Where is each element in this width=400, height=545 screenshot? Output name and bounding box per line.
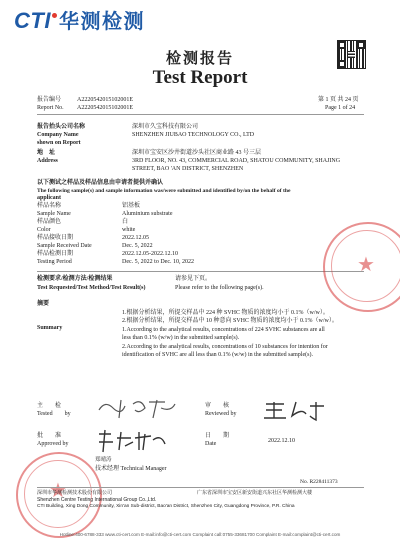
summary-en-2b: identification of SVHC are all less than 0.1% (w/w) in the submitted sample(s).: [122, 352, 313, 358]
summary-cn-1: 1.根据分析结果，所提交样品中 224 种 SVHC 物质的浓度均小于 0.1%（w/w）。: [122, 310, 329, 316]
manager-name: 郑晴涛: [95, 457, 112, 463]
sample-row-label: 样品检测日期: [37, 251, 74, 257]
footer-divider: [37, 487, 364, 488]
sample-row-value: Dec. 5, 2022 to Dec. 10, 2022: [122, 259, 194, 265]
manager-title: 技术经理 Technical Manager: [95, 466, 167, 472]
sample-row-value: 铝基板: [122, 203, 141, 209]
sample-row-value: white: [122, 227, 136, 233]
page-en: Page 1 of 24: [325, 104, 356, 111]
address-en-value-1: 3RD FLOOR, NO. 43, COMMERCIAL ROAD, SHATOU COMMUNITY, SHAJING: [132, 158, 341, 164]
date-value: 2022.12.10: [268, 438, 295, 444]
divider-top: [37, 114, 364, 115]
sample-row-label: Color: [37, 227, 51, 233]
reviewed-by-en: Reviewed by: [205, 411, 237, 417]
tested-signature: [95, 396, 180, 422]
approved-signature: [95, 428, 170, 454]
footer-address-cn: 广东省深圳市宝安区新安街道兴东社区华测检测大楼: [197, 490, 313, 496]
company-cn-value: 深圳市久宝科技有限公司: [132, 124, 199, 130]
approved-by-cn: 批 准: [37, 433, 62, 439]
sample-intro-en-2: applicant: [37, 195, 62, 201]
summary-cn-label: 摘要: [37, 301, 50, 307]
sample-row-label: 样品名称: [37, 203, 62, 209]
tested-by-cn: 主 检: [37, 403, 62, 409]
title-cn: 检测报告: [165, 51, 234, 67]
summary-en-1a: 1.According to the analytical results, concentrations of 224 SVHC substances are all: [122, 327, 325, 333]
company-en-label: Company Name: [37, 132, 79, 138]
reviewed-signature: [262, 398, 332, 422]
page-cn: 第 1 页 共 24 页: [318, 97, 359, 103]
cti-logo: [14, 9, 145, 34]
logo-dot: [52, 13, 57, 18]
address-cn-value: 深圳市宝安区沙井街道沙头社区商业路 43 号三层: [132, 150, 262, 156]
report-no-cn-value: A2220542015102001E: [77, 97, 133, 103]
logo-cn-text: 华测检测: [58, 11, 145, 33]
test-request-cn-value: 请参见下页。: [175, 276, 212, 282]
footer-contacts: Hotline:400-6788-333 www.cti-cert.com E-mail:info@cti-cert.com Complaint call:0755-33681700 Complaint E-mail:complaint@cti-cert.com: [59, 532, 341, 537]
report-no-en-label: Report No.: [37, 104, 64, 111]
reviewed-by-cn: 审 核: [205, 403, 230, 409]
company-en-value: SHENZHEN JIUBAO TECHNOLOGY CO., LTD: [132, 132, 255, 138]
sample-row-value: 白: [122, 219, 129, 225]
footer-address-en: CTI Building, Xing Dong Community, Xin'an Sub-district, Bao'an District, Shenzhen City, Guangdong Province, P.R. China: [37, 504, 295, 509]
summary-en-label: Summary: [37, 325, 63, 331]
sample-row-label: Testing Period: [37, 259, 72, 265]
test-request-cn-label: 检测要求/检测方法/检测结果: [37, 276, 113, 282]
test-request-en-value: Please refer to the following page(s).: [175, 285, 264, 291]
summary-en-1b: less than 0.1% (w/w) in the submitted sample(s).: [122, 335, 240, 341]
test-request-en-label: Test Requested/Test Method/Test Result(s): [37, 285, 146, 291]
sample-row-label: Sample Received Date: [37, 243, 92, 249]
summary-en-2a: 2.According to the analytical results, concentrations of 10 substances for intention for: [122, 344, 328, 350]
summary-cn-2: 2.根据分析结果，所提交样品中 10 种意向 SVHC 物质的浓度均小于 0.1%（w/w）。: [122, 318, 338, 324]
title-en: Test Report: [152, 67, 248, 88]
company-en-label-2: shown on Report: [37, 140, 81, 146]
sample-intro-cn: 以下测试之样品及样品信息由申请者提供并确认: [37, 180, 164, 186]
divider-mid: [37, 271, 364, 272]
sample-row-value: Aluminium substrate: [122, 211, 173, 217]
footer-company-en: Shenzhen Centre Testing International Group Co.,Ltd.: [37, 497, 157, 503]
company-cn-label: 报告抬头公司名称: [37, 124, 86, 130]
sample-row-label: 样品颜色: [37, 219, 62, 225]
date-en-label: Date: [205, 441, 217, 447]
address-cn-label: 地 址: [37, 150, 56, 156]
report-no-en-value: A2220542015102001E: [77, 104, 133, 111]
company-seal-right: ★: [323, 222, 400, 312]
sample-intro-en-1: The following sample(s) and sample information was/were submitted and identified by/on the behalf of the: [37, 187, 291, 194]
sample-row-value: Dec. 5, 2022: [122, 243, 153, 249]
date-cn-label: 日 期: [205, 433, 230, 439]
sample-row-value: 2022.12.05: [122, 235, 149, 241]
company-seal-bottom: ★: [16, 452, 102, 538]
approved-by-en: Approved by: [37, 441, 69, 447]
footer-company-cn: 深圳市华测检测技术股份有限公司: [37, 490, 113, 496]
address-en-value-2: STREET, BAO 'AN DISTRICT, SHENZHEN: [132, 166, 244, 172]
cti-logo-text: CTI: [14, 8, 51, 33]
sample-row-value: 2022.12.05-2022.12.10: [122, 251, 178, 257]
address-en-label: Address: [37, 158, 58, 164]
footer-report-no: No. R228411373: [300, 479, 338, 485]
sample-row-label: 样品接收日期: [37, 235, 74, 241]
tested-by-en: Tested by: [37, 411, 71, 417]
sample-row-label: Sample Name: [37, 211, 71, 217]
report-no-cn-label: 报告编号: [37, 97, 62, 103]
